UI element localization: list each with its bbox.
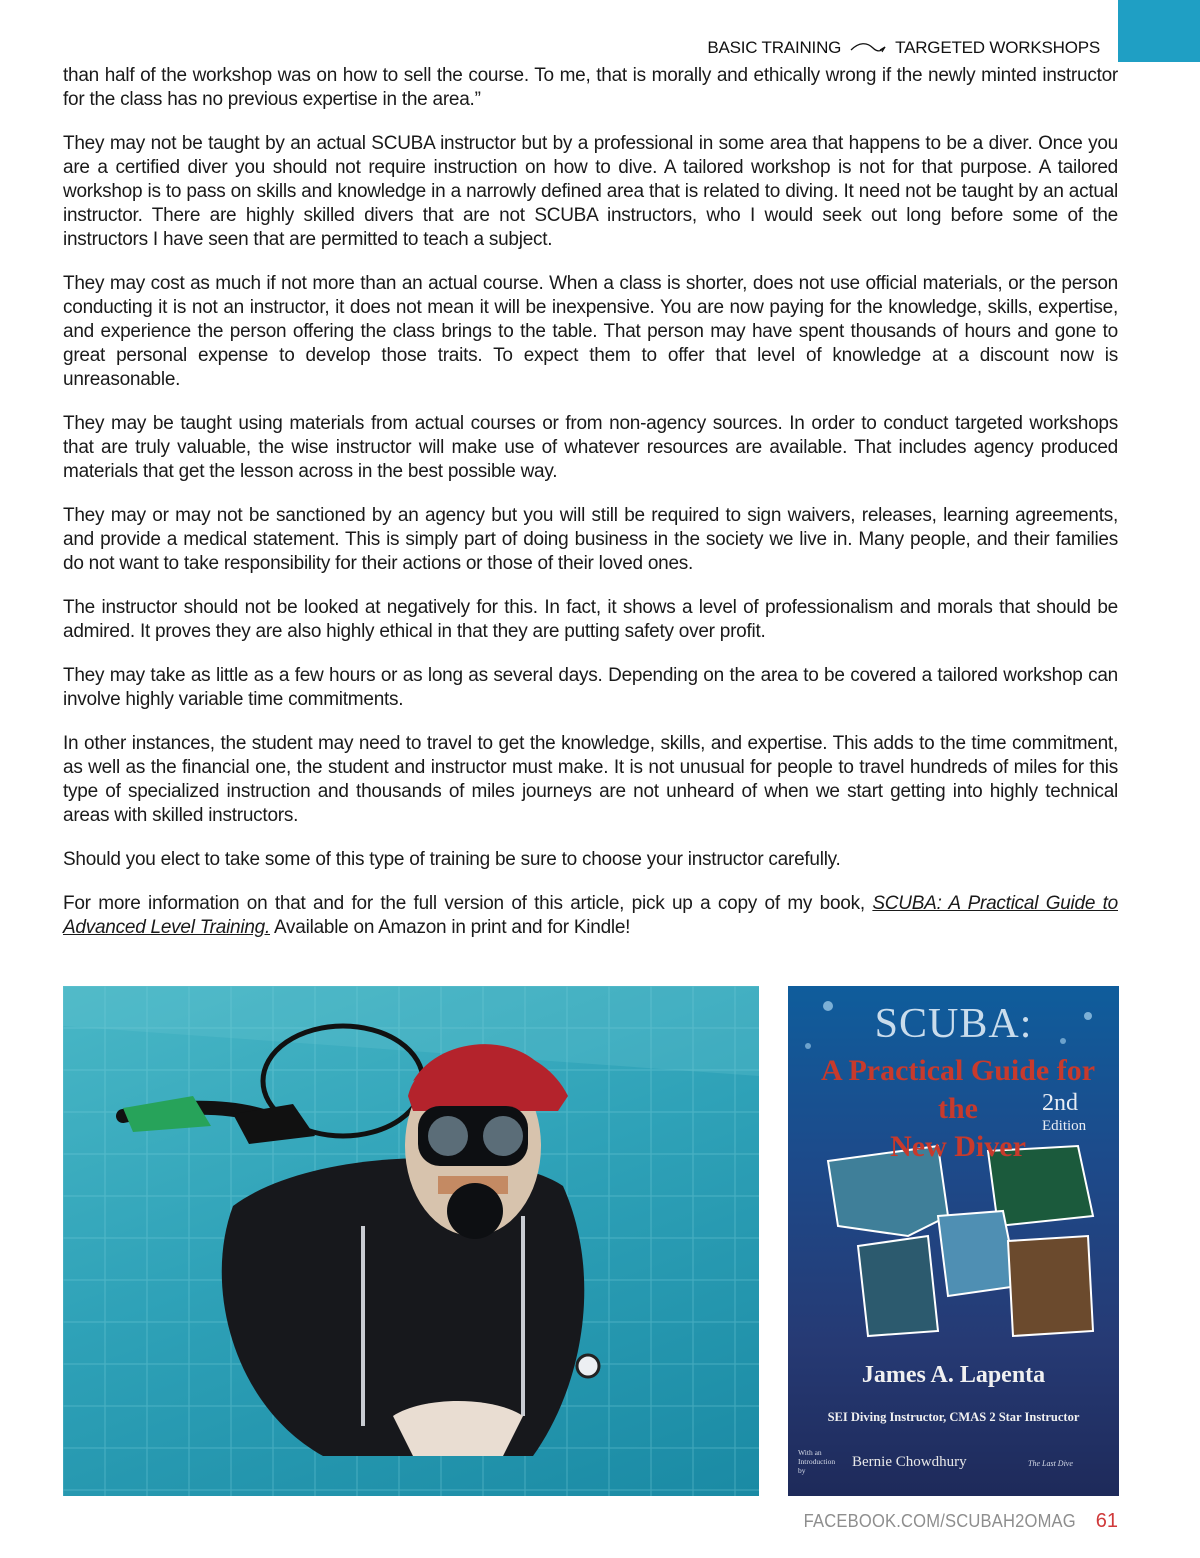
article-paragraph: The instructor should not be looked at negatively for this. In fact, it shows a level of professionalism and morals that should be admired. It proves they are also highly ethical in that they are putting safety over profit.	[63, 597, 1118, 642]
header-section: BASIC TRAINING	[707, 38, 842, 57]
article-paragraph: They may not be taught by an actual SCUBA instructor but by a professional in some area that happens to be a diver. Once you are a certified diver you should not require instruction on how to dive. A tailored workshop is not for that purpose. A tailored workshop is to pass on skills and knowledge in a narrowly defined area that is related to diving. It need not be taught by an actual instructor. There are highly skilled divers that are not SCUBA instructors, who I would seek out long before some of the instructors I have seen that are permitted to teach a subject.	[63, 133, 1118, 250]
cover-subtitle-line: New Diver	[890, 1130, 1026, 1163]
article-paragraph: They may be taught using materials from actual courses or from non-agency sources. In order to conduct targeted workshops that are truly valuable, the wise instructor will make use of whatever resources are available. That includes agency produced materials that get the lesson across in the best possible way.	[63, 413, 1118, 482]
page-number: 61	[1095, 1510, 1118, 1532]
cover-subtitle-line: the	[938, 1092, 978, 1125]
cover-intro-label: With an Introduction by	[798, 1448, 836, 1475]
corner-accent-tab	[1118, 0, 1200, 62]
page-footer	[780, 1510, 1118, 1533]
tilde-swash-icon	[849, 41, 887, 55]
cover-intro-name: Bernie Chowdhury	[852, 1454, 967, 1470]
article-paragraph: In other instances, the student may need to travel to get the knowledge, skills, and expertise. This adds to the time commitment, as well as the financial one, the student and instructor must make. It is not unusual for people to travel hundreds of miles for this type of specialized instruction and thousands of miles journeys are not unheard of when we start getting into highly technical areas with skilled instructors.	[63, 733, 1118, 826]
cover-edition-word: Edition	[1042, 1118, 1087, 1134]
cover-intro-work: The Last Dive	[1028, 1459, 1073, 1468]
article-paragraph: They may cost as much if not more than an actual course. When a class is shorter, does not use official materials, or the person conducting it is not an instructor, it does not mean it will be inexpensive. You are now paying for the knowledge, skills, expertise, and experience the person offering the class brings to the table. That person may have spent thousands of hours and gone to great personal expense to develop those traits. To expect them to offer that level of knowledge at a discount now is unreasonable.	[63, 273, 1118, 390]
closing-paragraph	[63, 892, 1118, 940]
article-paragraph: than half of the workshop was on how to sell the course. To me, that is morally and ethically wrong if the newly minted instructor for the class has no previous expertise in the area.”	[63, 65, 1118, 110]
diver-photo	[63, 986, 759, 1496]
article-paragraph: They may take as little as a few hours or as long as several days. Depending on the area to be covered a tailored workshop can involve highly variable time commitments.	[63, 665, 1118, 710]
footer-url[interactable]: FACEBOOK.COM/SCUBAH2OMAG	[803, 1511, 1076, 1531]
diver-illustration	[63, 986, 759, 1496]
cover-subtitle-line: A Practical Guide for	[820, 1054, 1096, 1087]
cover-title: SCUBA:	[874, 1001, 1033, 1047]
cover-author: James A. Lapenta	[861, 1362, 1046, 1388]
book-title-link[interactable]: SCUBA: A Practical Guide to Advanced Level Training.	[63, 893, 1118, 938]
running-header	[707, 38, 1100, 58]
header-subsection: TARGETED WORKSHOPS	[895, 38, 1100, 57]
closing-text-end: Available on Amazon in print and for Kindle!	[270, 917, 631, 938]
book-cover	[788, 986, 1119, 1496]
article-body	[63, 64, 1118, 960]
article-paragraph: Should you elect to take some of this type of training be sure to choose your instructor carefully.	[63, 849, 841, 870]
article-paragraph: They may or may not be sanctioned by an agency but you will still be required to sign waivers, releases, learning agreements, and provide a medical statement. This is simply part of doing business in the society we live in. Many people, and their families do not want to take responsibility for their actions or those of their loved ones.	[63, 505, 1118, 574]
cover-edition: 2nd	[1042, 1090, 1078, 1116]
closing-text: For more information on that and for the full version of this article, pick up a copy of my book,	[63, 893, 873, 914]
cover-credentials: SEI Diving Instructor, CMAS 2 Star Instructor	[827, 1410, 1080, 1424]
